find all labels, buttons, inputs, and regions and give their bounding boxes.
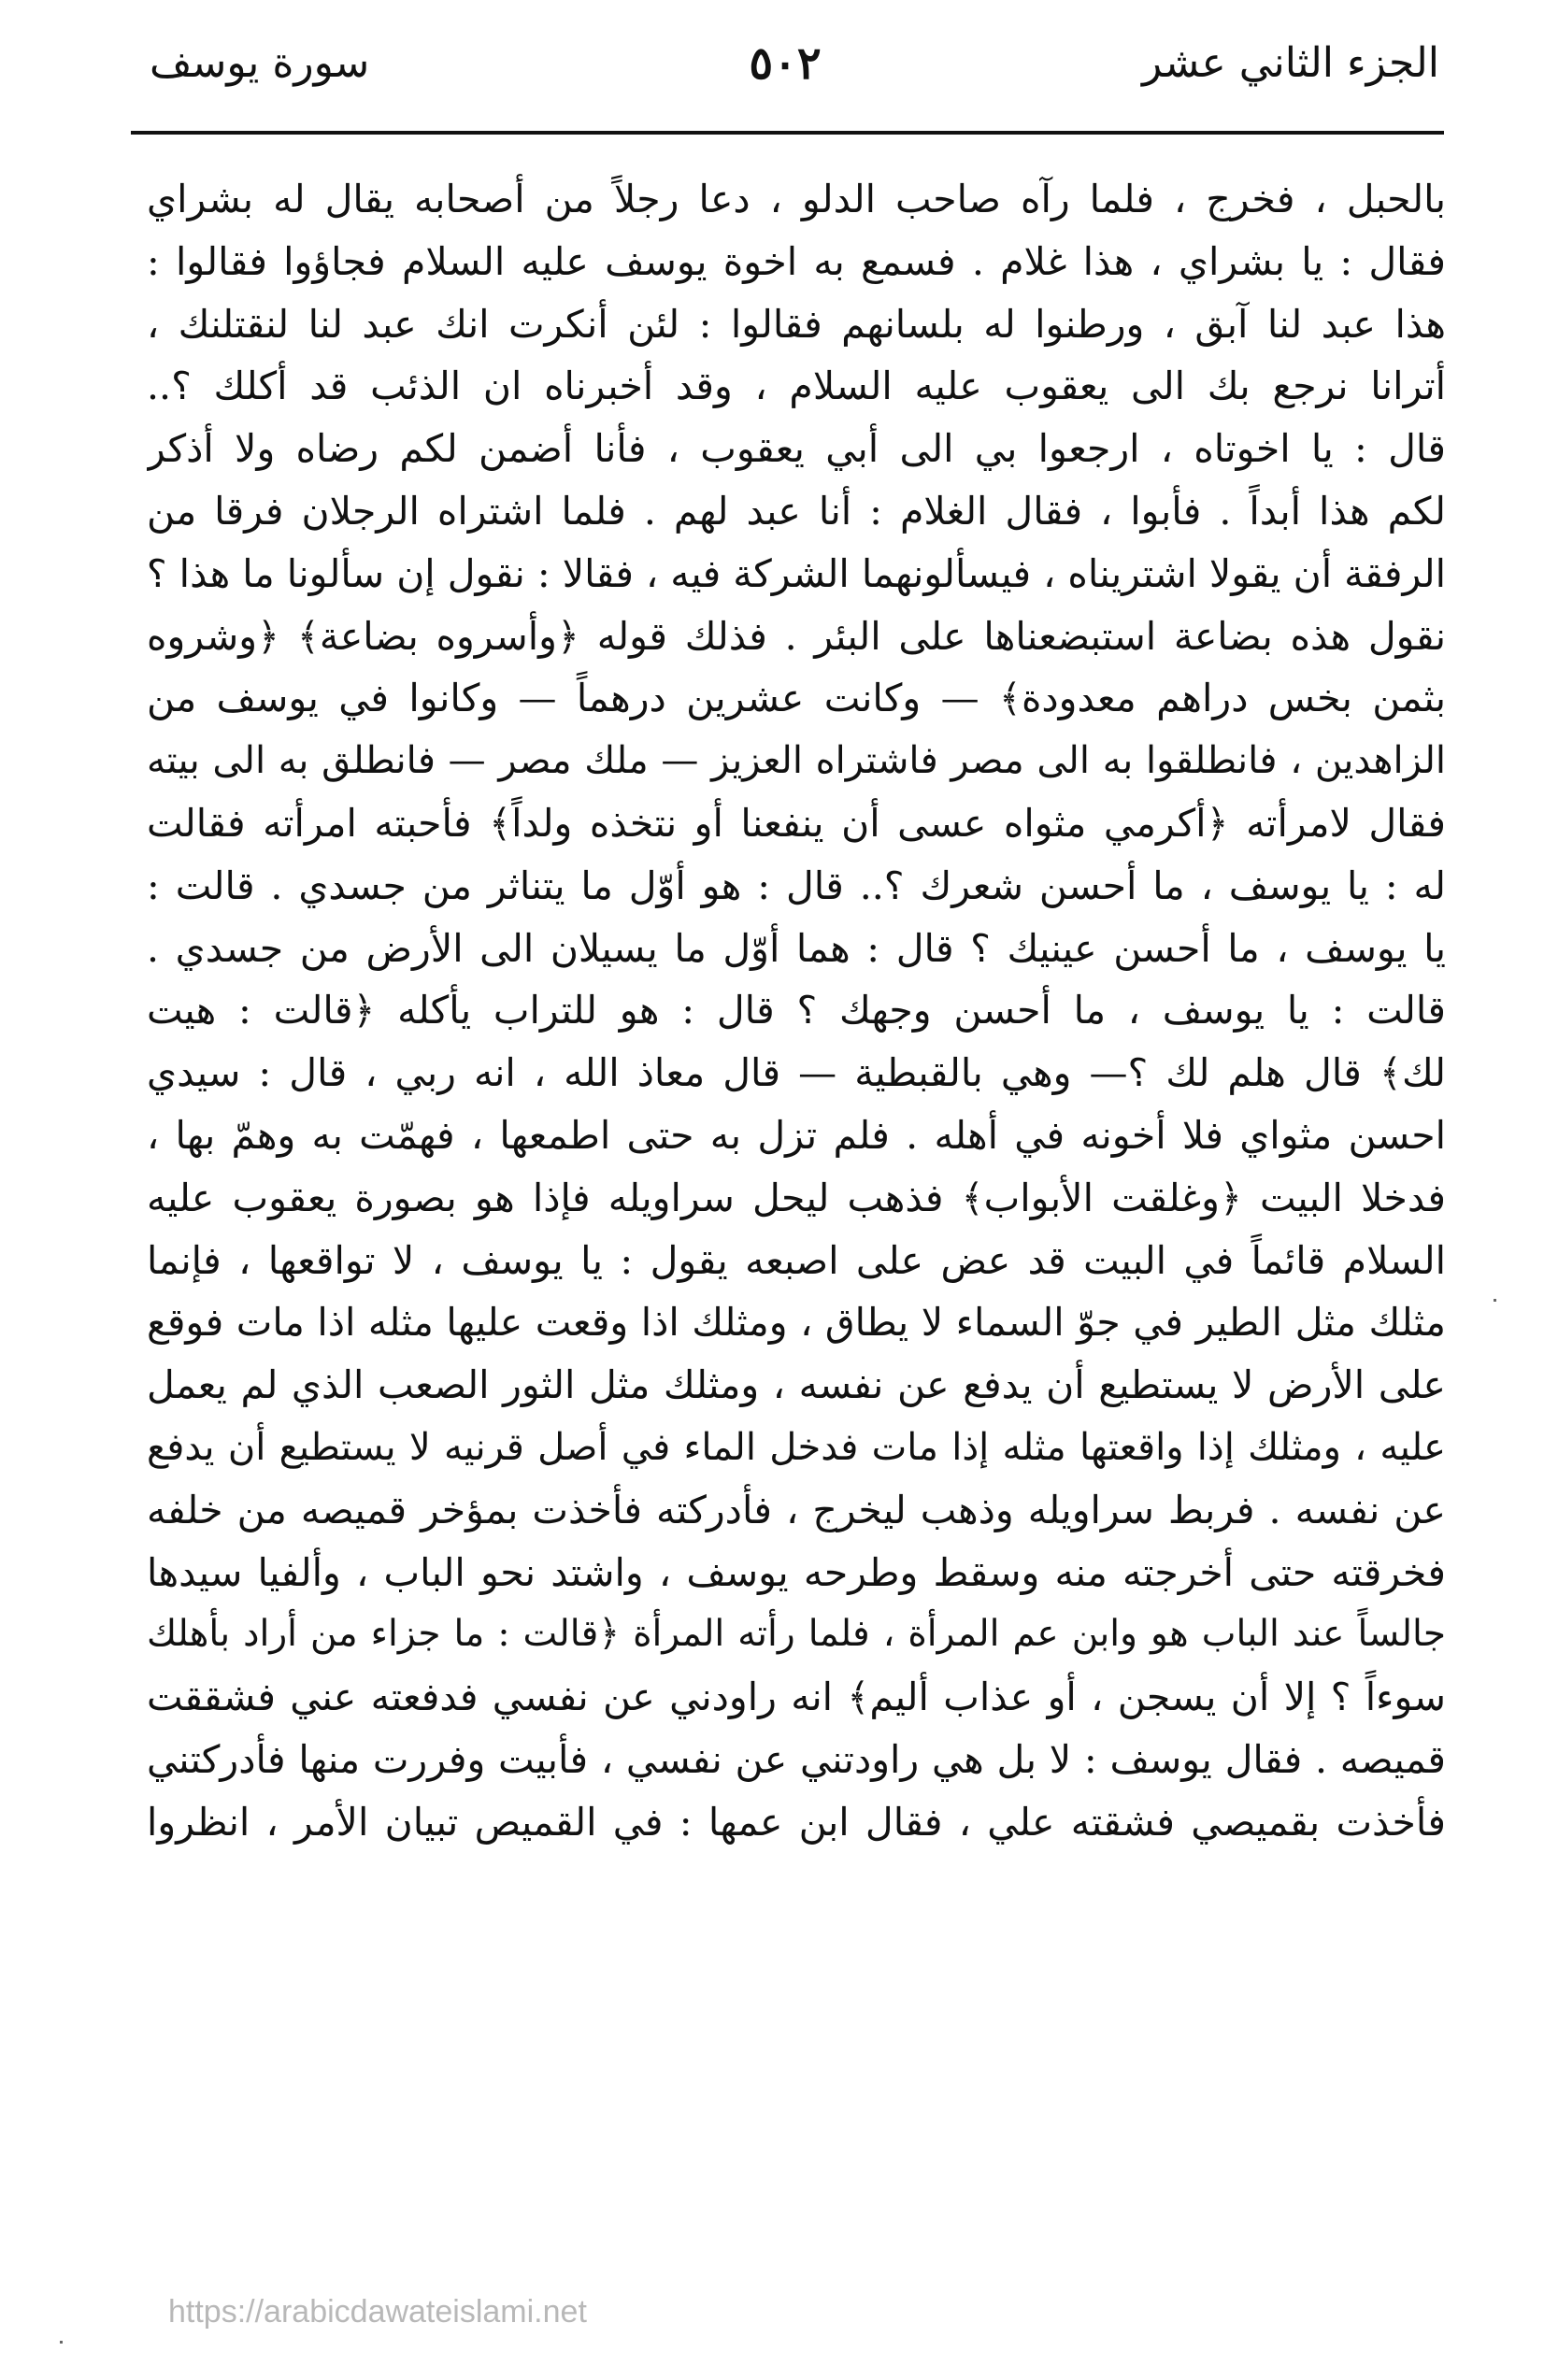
text-line: السلام قائماً في البيت قد عض على اصبعه يقول : يا يوسف ، لا تواقعها ، فإنما [147,1237,1446,1283]
text-line: بالحبل ، فخرج ، فلما رآه صاحب الدلو ، دعا رجلاً من أصحابه يقال له بشراي [147,177,1446,221]
text-line: بثمن بخس دراهم معدودة﴾ — وكانت عشرين درهماً — وكانوا في يوسف من [147,676,1446,721]
text-line: قال : يا اخوتاه ، ارجعوا بي الى أبي يعقوب ، فأنا أضمن لكم رضاه ولا أذكر [147,426,1446,472]
text-line: فخرقته حتى أخرجته منه وسقط وطرحه يوسف ، واشتد نحو الباب ، وألفيا سيدها [147,1549,1446,1595]
header-rule [131,131,1444,135]
watermark-url: https://arabicdawateislami.net [168,2294,587,2330]
text-line: له : يا يوسف ، ما أحسن شعرك ؟.. قال : هو أوّل ما يتناثر من جسدي . قالت : [147,862,1446,908]
text-line: الزاهدين ، فانطلقوا به الى مصر فاشتراه العزيز — ملك مصر — فانطلق به الى بيته [147,739,1446,783]
text-line: قالت : يا يوسف ، ما أحسن وجهك ؟ قال : هو للتراب يأكله ﴿قالت : هيت [147,988,1446,1033]
text-line: احسن مثواي فلا أخونه في أهله . فلم تزل به حتى اطمعها ، فهمّت به وهمّ بها ، [147,1112,1446,1158]
text-line: الرفقة أن يقولا اشتريناه ، فيسألونهما الشركة فيه ، فقالا : نقول إن سألونا ما هذا ؟ [147,550,1446,596]
text-line: عليه ، ومثلك إذا واقعتها مثله إذا مات فدخل الماء في أصل قرنيه لا يستطيع أن يدفع [147,1425,1446,1469]
part-title: الجزء الثاني عشر [1142,39,1439,87]
text-line: أترانا نرجع بك الى يعقوب عليه السلام ، وقد أخبرناه ان الذئب قد أكلك ؟.. [147,363,1446,409]
scan-speck [60,2341,63,2344]
body-text [147,168,1446,1854]
text-line: يا يوسف ، ما أحسن عينيك ؟ قال : هما أوّل ما يسيلان الى الأرض من جسدي . [147,925,1446,971]
text-line: فدخلا البيت ﴿وغلقت الأبواب﴾ فذهب ليحل سراويله فإذا هو بصورة يعقوب عليه [147,1175,1446,1220]
text-line: فأخذت بقميصي فشقته علي ، فقال ابن عمها : في القميص تبيان الأمر ، انظروا [147,1799,1446,1845]
text-line: قميصه . فقال يوسف : لا بل هي راودتني عن نفسي ، فأبيت وفررت منها فأدركتني [147,1736,1446,1782]
page-header [131,19,1439,121]
text-line: عن نفسه . فربط سراويله وذهب ليخرج ، فأدركته فأخذت بمؤخر قميصه من خلفه [147,1487,1446,1532]
page-number: ٥٠٢ [749,37,822,90]
text-line: فقال : يا بشراي ، هذا غلام . فسمع به اخوة يوسف عليه السلام فجاؤوا فقالوا : [147,238,1446,284]
surah-title: سورة يوسف [150,39,370,87]
text-line: هذا عبد لنا آبق ، ورطنوا له بلسانهم فقالوا : لئن أنكرت انك عبد لنا لنقتلنك ، [147,301,1446,347]
scan-speck [1494,1299,1496,1302]
text-line: نقول هذه بضاعة استبضعناها على البئر . فذلك قوله ﴿وأسروه بضاعة﴾ ﴿وشروه [147,613,1446,659]
text-line: جالساً عند الباب هو وابن عم المرأة ، فلما رأته المرأة ﴿قالت : ما جزاء من أراد بأهلك [147,1613,1446,1656]
text-line: لك﴾ قال هلم لك ؟— وهي بالقبطية — قال معاذ الله ، انه ربي ، قال : سيدي [147,1050,1446,1096]
text-line: سوءاً ؟ إلا أن يسجن ، أو عذاب أليم﴾ انه راودني عن نفسي فدفعته عني فشققت [147,1675,1446,1720]
text-line: فقال لامرأته ﴿أكرمي مثواه عسى أن ينفعنا أو نتخذه ولداً﴾ فأحبته امرأته فقالت [147,800,1446,846]
text-line: لكم هذا أبداً . فأبوا ، فقال الغلام : أنا عبد لهم . فلما اشتراه الرجلان فرقا من [147,488,1446,534]
text-line: مثلك مثل الطير في جوّ السماء لا يطاق ، ومثلك اذا وقعت عليها مثله اذا مات فوقع [147,1300,1446,1346]
text-line: على الأرض لا يستطيع أن يدفع عن نفسه ، ومثلك مثل الثور الصعب الذي لم يعمل [147,1362,1446,1408]
